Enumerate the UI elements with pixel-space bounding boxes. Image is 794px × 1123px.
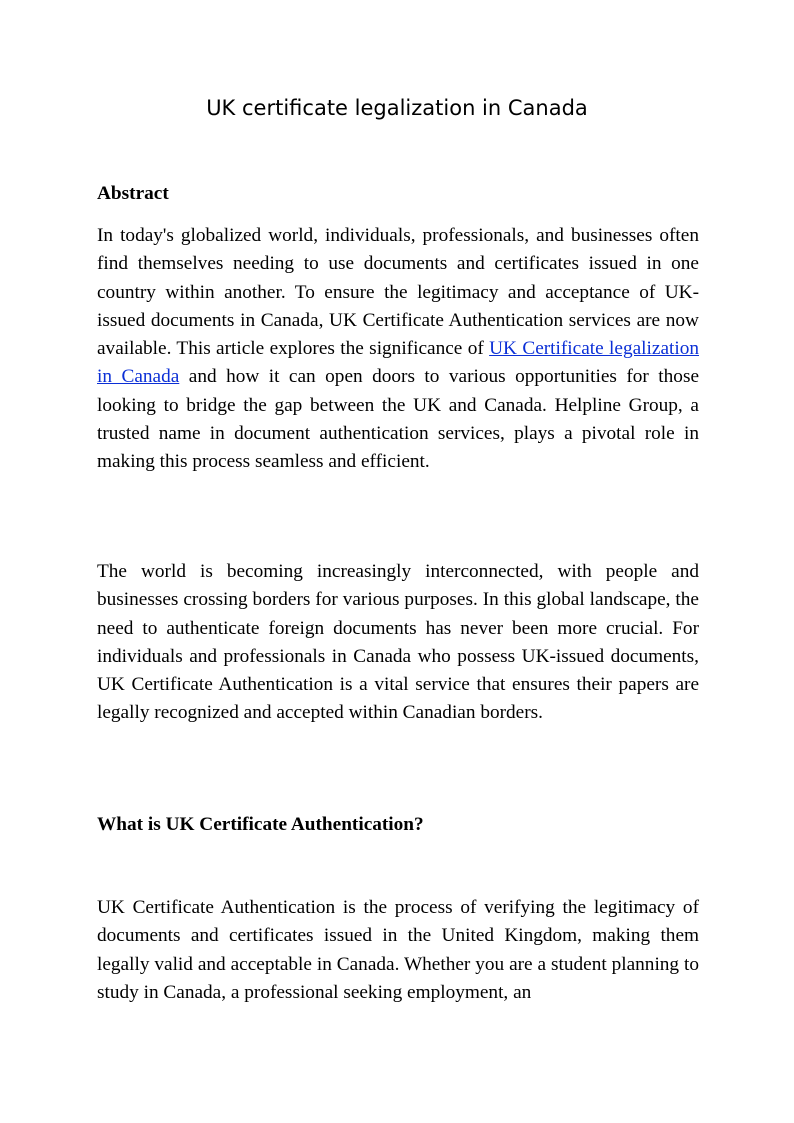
abstract-text-start: In today's globalized world, individuals, professionals, and businesses often find themselves needing to use documents and certificates issued in one country within another. To ensure the legitimacy and acceptance of UK-issued documents in Canada, UK Certificate Authentication services are now available. This article explores the significance of [97, 225, 699, 360]
body-paragraph-2: The world is becoming increasingly interconnected, with people and businesses crossing borders for various purposes. In this global landscape, the need to authenticate foreign documents has never been more crucial. For individuals and professionals in Canada who possess UK-issued documents, UK Certificate Authentication is a vital service that ensures their papers are legally recognized and accepted within Canadian borders. [97, 561, 699, 724]
body-paragraph-3: UK Certificate Authentication is the process of verifying the legitimacy of documents and certificates issued in the United Kingdom, making them legally valid and acceptable in Canada. Whether you are a student planning to study in Canada, a professional seeking employment, an [97, 897, 699, 1003]
section-heading: What is UK Certificate Authentication? [97, 814, 424, 835]
abstract-paragraph [97, 222, 699, 477]
page-title: UK certificate legalization in Canada [206, 96, 588, 120]
uk-certificate-legalization-link[interactable]: UK Certificate legalization in Canada [97, 338, 699, 388]
abstract-text-end: and how it can open doors to various opportunities for those looking to bridge the gap between the UK and Canada. Helpline Group, a trusted name in document authentication services, plays a pivotal role in making this process seamless and efficient. [97, 366, 700, 473]
abstract-heading: Abstract [97, 183, 169, 204]
